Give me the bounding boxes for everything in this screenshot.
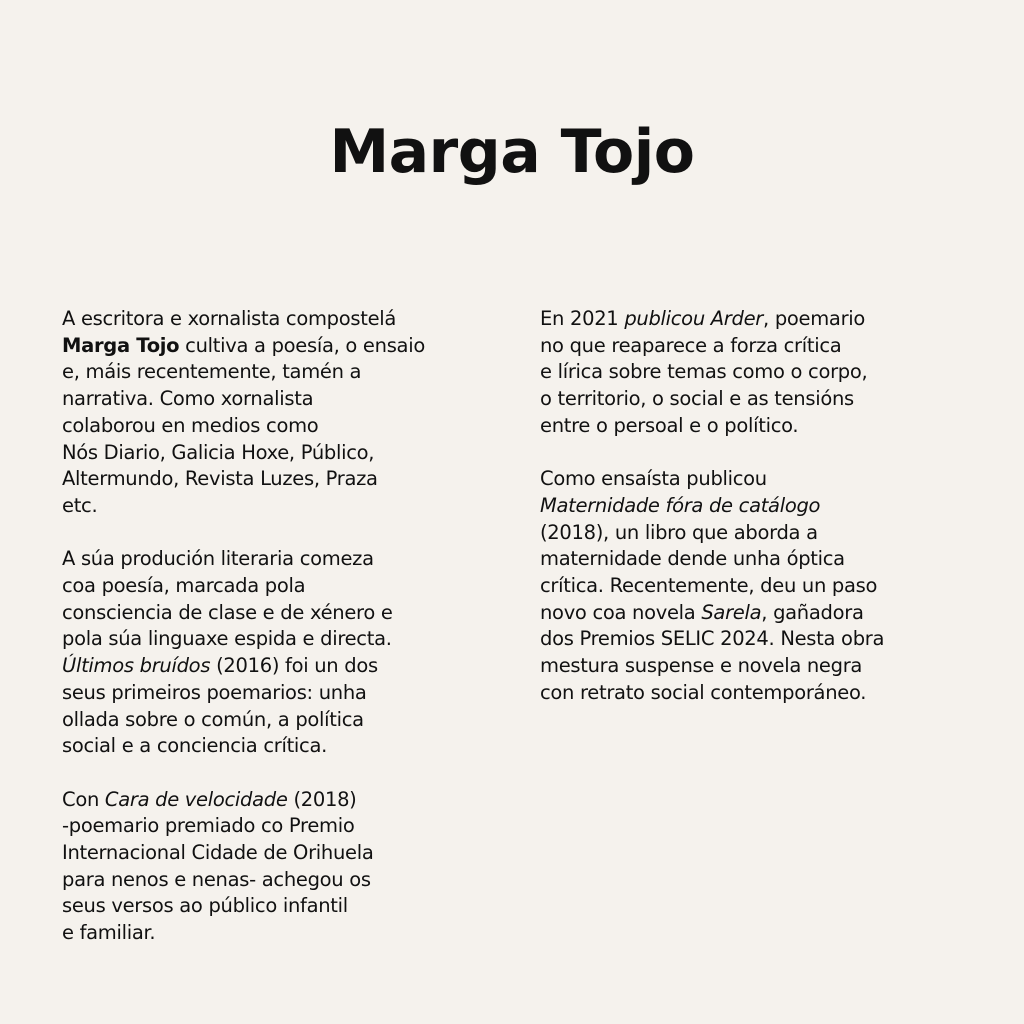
text-line: con retrato social contemporáneo. xyxy=(540,680,867,704)
text-run: , poemario xyxy=(763,307,866,330)
text-line: -poemario premiado co Premio xyxy=(62,814,355,838)
text-line: dos Premios SELIC 2024. Nesta obra xyxy=(540,627,885,651)
text-line: colaborou en medios como xyxy=(62,413,319,437)
book-title-italic: Sarela xyxy=(701,600,762,624)
text-line: ollada sobre o común, a política xyxy=(62,707,364,731)
text-line: A escritora e xornalista compostelá xyxy=(62,307,397,330)
paragraph-poetry xyxy=(62,546,492,760)
text-line: coa poesía, marcada pola xyxy=(62,574,306,598)
text-line: seus versos ao público infantil xyxy=(62,894,348,918)
page-title: Marga Tojo xyxy=(329,117,695,187)
text-line: A súa produción literaria comeza xyxy=(62,547,374,571)
book-title-italic: Últimos bruídos xyxy=(62,654,211,678)
paragraph-intro xyxy=(62,306,492,520)
text-line: crítica. Recentemente, deu un paso xyxy=(540,574,878,598)
text-line: e familiar. xyxy=(62,921,156,945)
text-run: cultiva a poesía, o ensaio xyxy=(179,333,425,357)
text-line xyxy=(540,306,980,333)
text-line: Como ensaísta publicou xyxy=(540,467,767,491)
text-line xyxy=(62,787,492,814)
text-run: (2018) xyxy=(287,787,357,811)
text-line xyxy=(540,600,980,627)
book-title-italic: Maternidade fóra de catálogo xyxy=(540,493,821,517)
text-line: narrativa. Como xornalista xyxy=(62,387,314,411)
text-line: no que reaparece a forza crítica xyxy=(540,333,842,357)
text-line xyxy=(62,653,492,680)
paragraph-children xyxy=(62,787,492,947)
text-line xyxy=(62,333,492,360)
text-line: Altermundo, Revista Luzes, Praza xyxy=(62,467,378,491)
text-line: para nenos e nenas- achegou os xyxy=(62,867,371,891)
text-line: social e a conciencia crítica. xyxy=(62,734,328,758)
text-run: En 2021 xyxy=(540,307,625,330)
text-line: seus primeiros poemarios: unha xyxy=(62,680,367,704)
author-name-bold: Marga Tojo xyxy=(62,333,180,357)
text-run: novo coa novela xyxy=(540,600,702,624)
paragraph-arder xyxy=(540,306,980,440)
text-line: consciencia de clase e de xénero e xyxy=(62,600,393,624)
text-line: Internacional Cidade de Orihuela xyxy=(62,841,374,865)
text-line: maternidade dende unha óptica xyxy=(540,547,845,571)
text-line: o territorio, o social e as tensións xyxy=(540,387,854,411)
book-title-italic: publicou Arder xyxy=(624,307,764,330)
text-line: Nós Diario, Galicia Hoxe, Público, xyxy=(62,440,375,464)
book-title-italic: Cara de velocidade xyxy=(104,787,288,811)
text-line: e, máis recentemente, tamén a xyxy=(62,360,362,384)
text-run: (2016) foi un dos xyxy=(210,654,378,678)
text-line: etc. xyxy=(62,493,98,517)
text-line: e lírica sobre temas como o corpo, xyxy=(540,360,868,384)
paragraph-essay xyxy=(540,466,980,706)
text-line xyxy=(540,493,980,520)
text-run: , gañadora xyxy=(761,600,864,624)
text-line: mestura suspense e novela negra xyxy=(540,654,863,678)
text-run: Con xyxy=(62,787,105,811)
text-line: (2018), un libro que aborda a xyxy=(540,520,818,544)
left-column xyxy=(62,306,492,947)
text-line: entre o persoal e o político. xyxy=(540,413,799,437)
right-column xyxy=(540,306,980,707)
text-line: pola súa linguaxe espida e directa. xyxy=(62,627,392,651)
